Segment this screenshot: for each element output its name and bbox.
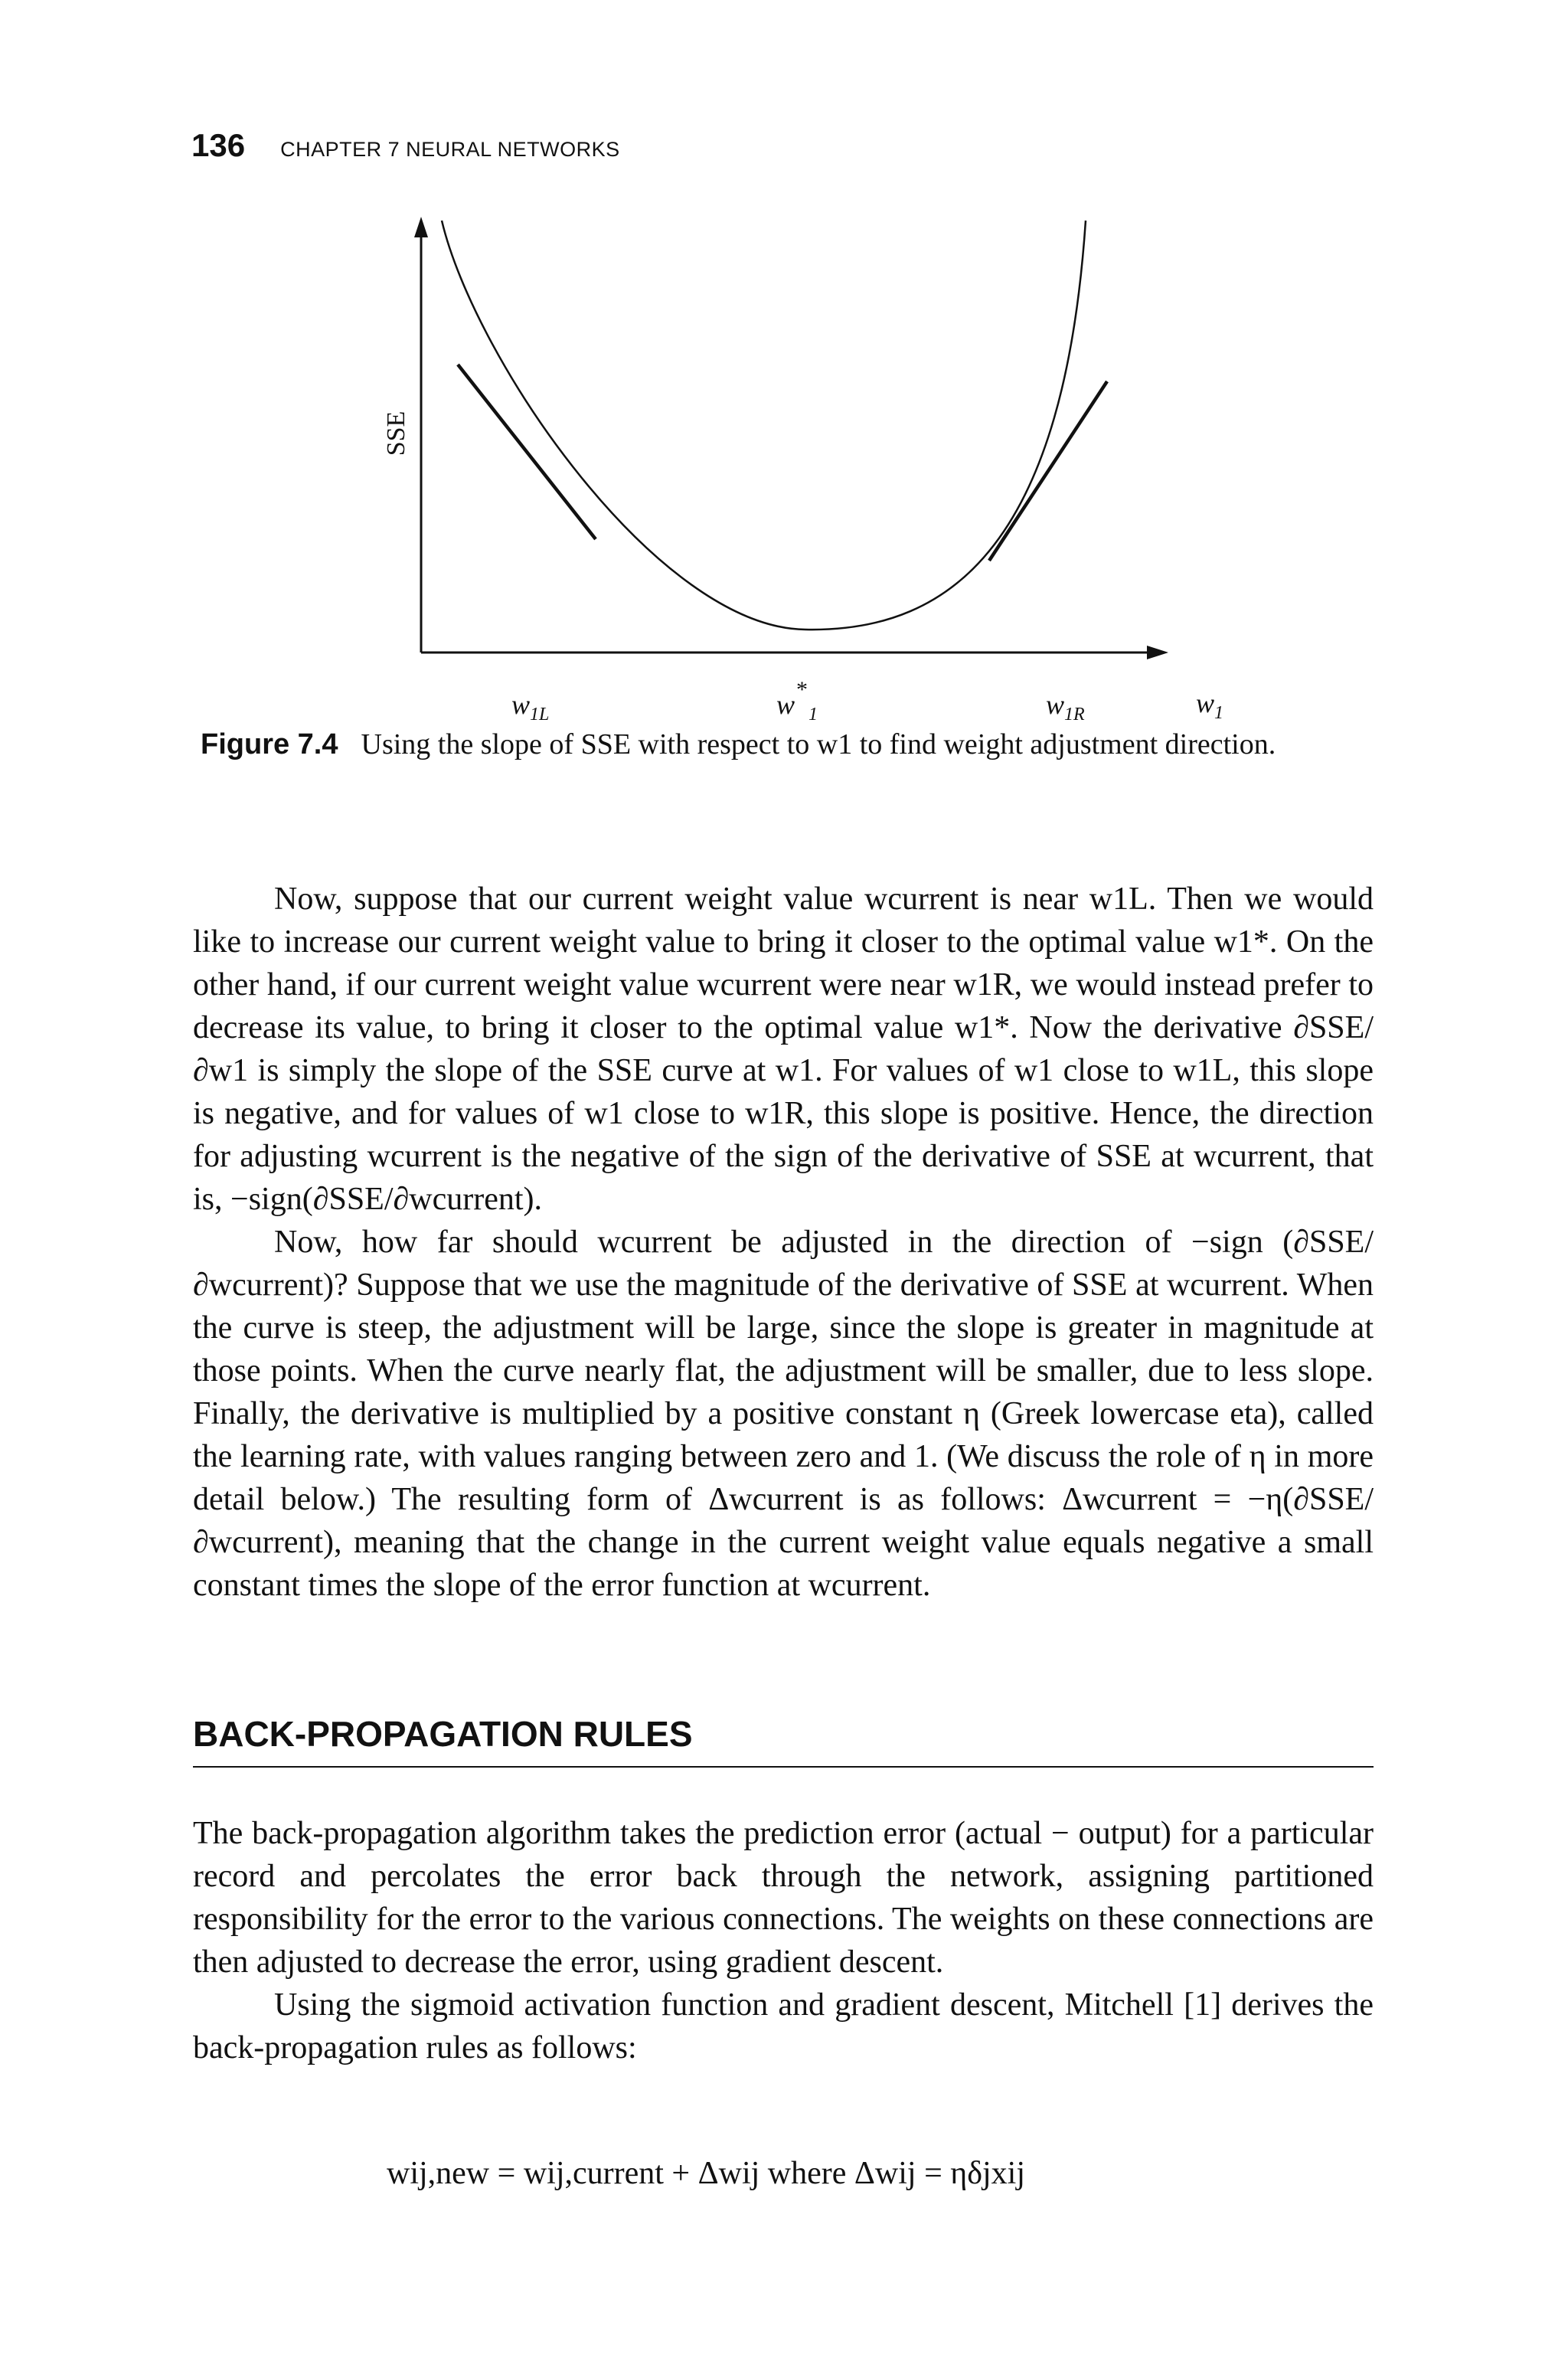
tangent-line-right [989,381,1107,561]
figure-label: Figure 7.4 [201,728,338,760]
x-label-w1R: $w_{1R}$ [1046,689,1085,724]
tangent-line-left [458,365,596,539]
sse-curve-figure [0,0,1568,766]
chapter-title: CHAPTER 7 NEURAL NETWORKS [280,138,620,161]
body-text-block [193,878,1374,1607]
paragraph-1: Now, suppose that our current weight value wcurrent is near w1L. Then we would like to increase our current weight value to bring it closer to the optimal value w1*. On the other hand, if our current weight value wcurrent were near w1R, we would instead prefer to decrease its value, to bring it closer to the optimal value w1*. Now the derivative ∂SSE/∂w1 is simply the slope of the SSE curve at w1. For values of w1 close to w1L, this slope is negative, and for values of w1 close to w1R, this slope is positive. Hence, the direction for adjusting wcurrent is the negative of the sign of the derivative of SSE at wcurrent, that is, −sign(∂SSE/∂wcurrent). [193,881,1374,1217]
paragraph-4: Using the sigmoid activation function and gradient descent, Mitchell [1] derives the back-propagation rules as follows: [193,1987,1374,2065]
x-label-w1L: $w_{1L}$ [511,689,550,724]
page-number: 136 [191,127,246,163]
x-label-wstar-star: * [796,677,808,702]
x-axis-arrowhead [1147,646,1168,659]
paragraph-3: The back-propagation algorithm takes the prediction error (actual − output) for a particular record and percolates the error back through the network, assigning partitioned responsibility for the error to the various connections. The weights on these connections are then adjusted to decrease the error, using gradient descent. [193,1816,1374,1980]
figure-caption-text: Using the slope of SSE with respect to w1 to find weight adjustment direction. [361,728,1276,760]
x-label-w1: $w_1$ [1196,688,1224,723]
section-heading: BACK-PROPAGATION RULES [193,1712,1374,1768]
y-axis-arrowhead [414,217,428,237]
figure-caption [201,728,1276,761]
y-axis-label: SSE [382,410,410,456]
x-label-wstar: w $_1$ [776,689,818,724]
sse-curve [442,221,1086,630]
paragraph-2: Now, how far should wcurrent be adjusted in the direction of −sign (∂SSE/ ∂wcurrent)? Suppose that we use the magnitude of the derivative of SSE at wcurrent. When the curve is steep, the adjustment will be large, since the slope is greater in magnitude at those points. When the curve nearly flat, the adjustment will be smaller, due to less slope. Finally, the derivative is multiplied by a positive constant η (Greek lowercase eta), called the learning rate, with values ranging between zero and 1. (We discuss the role of η in more detail below.) The resulting form of Δwcurrent is as follows: Δwcurrent = −η(∂SSE/∂wcurrent), meaning that the change in the current weight value equals negative a small constant times the slope of the error function at wcurrent. [193,1225,1374,1603]
backprop-equation: wij,new = wij,current + Δwij where Δwij = ηδjxij [387,2156,1026,2191]
section-body [193,1812,1374,2069]
